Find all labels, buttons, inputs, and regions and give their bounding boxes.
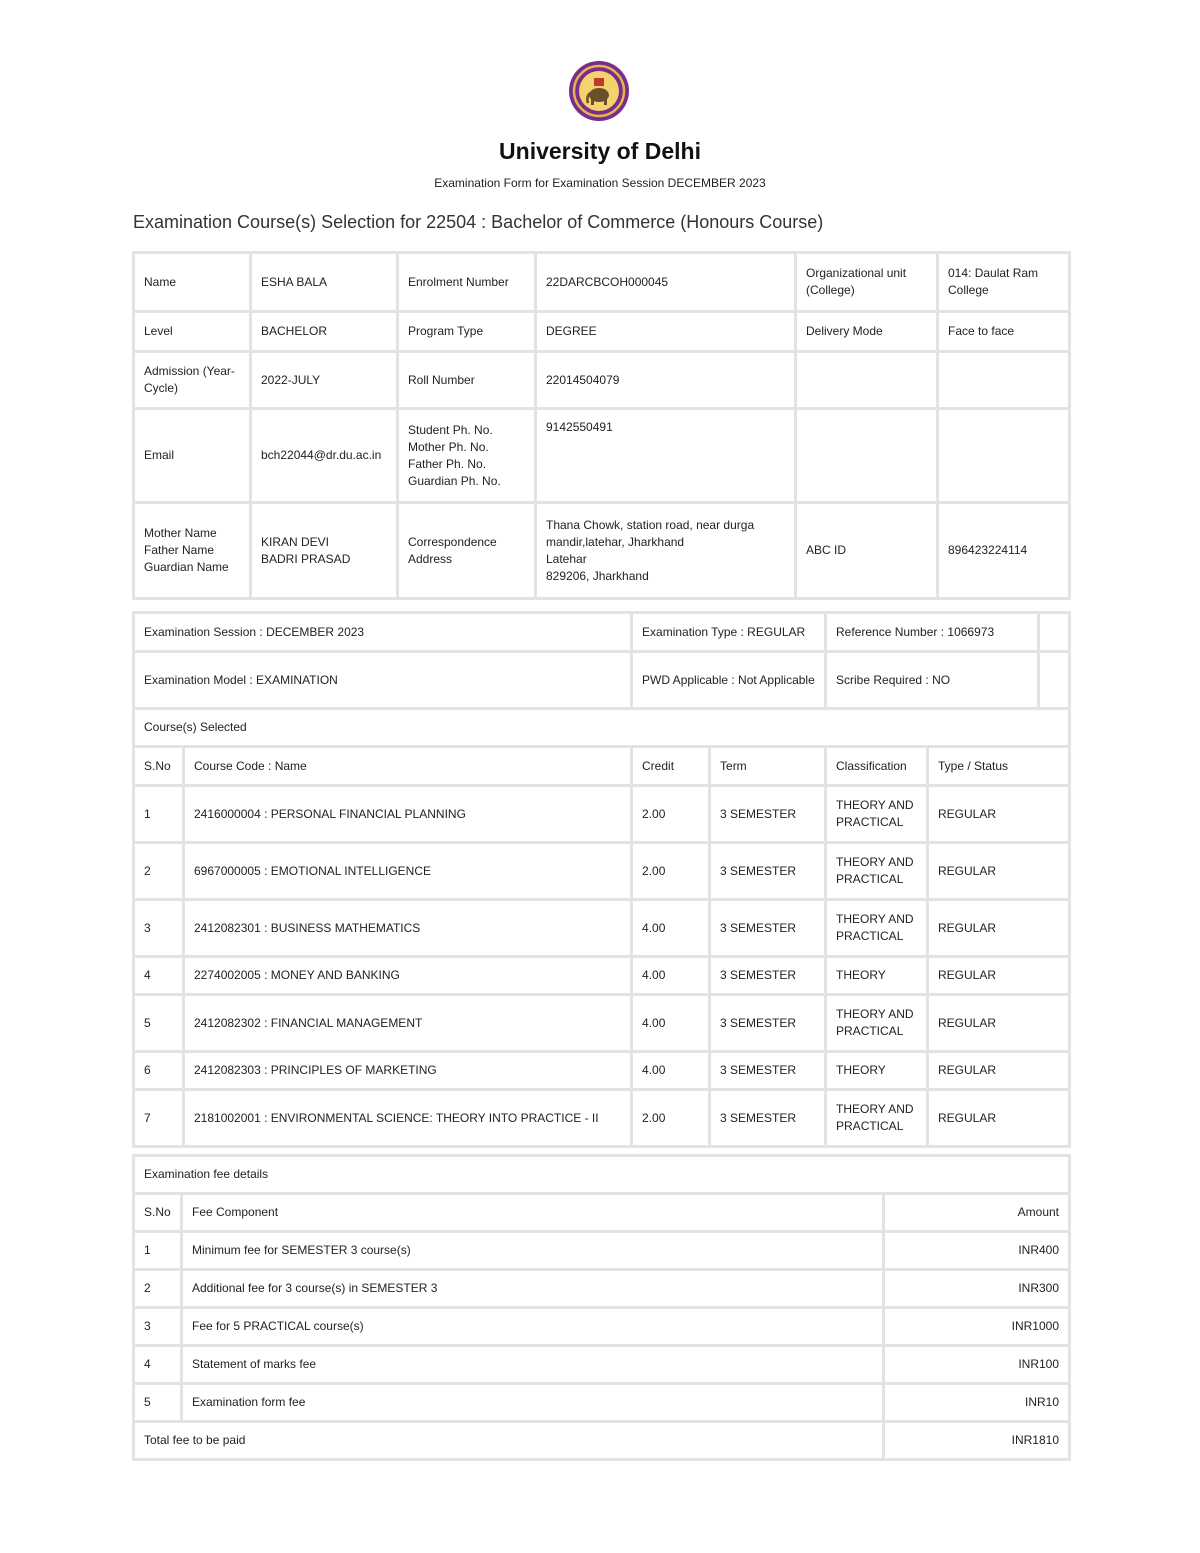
course-name: 2416000004 : PERSONAL FINANCIAL PLANNING xyxy=(184,786,632,843)
form-subtitle: Examination Form for Examination Session DECEMBER 2023 xyxy=(434,176,766,190)
course-credit: 2.00 xyxy=(632,843,710,900)
org-unit-value: 014: Daulat Ram College xyxy=(938,253,1070,312)
course-credit: 2.00 xyxy=(632,1090,710,1147)
table-row xyxy=(134,900,1070,957)
delivery-mode-label: Delivery Mode xyxy=(796,312,938,352)
abc-id-label: ABC ID xyxy=(796,503,938,599)
exam-session: Examination Session : DECEMBER 2023 xyxy=(134,613,632,652)
pwd-applicable: PWD Applicable : Not Applicable xyxy=(632,652,826,709)
fee-amount: INR100 xyxy=(884,1346,1070,1384)
table-row xyxy=(134,957,1070,995)
total-fee-amount: INR1810 xyxy=(884,1422,1070,1460)
program-type-label: Program Type xyxy=(398,312,536,352)
correspondence-address-value: Thana Chowk, station road, near durga mandir,latehar, Jharkhand Latehar 829206, Jharkhand xyxy=(536,503,796,599)
admission-label: Admission (Year-Cycle) xyxy=(134,352,251,409)
email-value: bch22044@dr.du.ac.in xyxy=(251,409,398,503)
course-sno: 3 xyxy=(134,900,184,957)
fee-sno: 5 xyxy=(134,1384,182,1422)
org-unit-label: Organizational unit (College) xyxy=(796,253,938,312)
student-details-table xyxy=(132,251,1071,600)
course-term: 3 SEMESTER xyxy=(710,1090,826,1147)
course-classification: THEORY xyxy=(826,1052,928,1090)
empty-cell xyxy=(938,352,1070,409)
phone-numbers-label: Student Ph. No. Mother Ph. No. Father Ph. No. Guardian Ph. No. xyxy=(398,409,536,503)
fee-details-table xyxy=(132,1154,1071,1461)
empty-cell xyxy=(796,352,938,409)
table-row xyxy=(134,786,1070,843)
email-label: Email xyxy=(134,409,251,503)
course-credit: 4.00 xyxy=(632,995,710,1052)
fee-amount: INR10 xyxy=(884,1384,1070,1422)
enrolment-label: Enrolment Number xyxy=(398,253,536,312)
table-row xyxy=(134,1308,1070,1346)
course-type: REGULAR xyxy=(928,900,1070,957)
empty-cell xyxy=(1039,652,1070,709)
empty-cell xyxy=(796,409,938,503)
col-header-term: Term xyxy=(710,747,826,786)
scribe-required: Scribe Required : NO xyxy=(826,652,1039,709)
university-seal-logo xyxy=(568,60,630,122)
course-sno: 4 xyxy=(134,957,184,995)
admission-value: 2022-JULY xyxy=(251,352,398,409)
course-classification: THEORY AND PRACTICAL xyxy=(826,900,928,957)
col-header-course: Course Code : Name xyxy=(184,747,632,786)
course-type: REGULAR xyxy=(928,1052,1070,1090)
roll-number-label: Roll Number xyxy=(398,352,536,409)
delivery-mode-value: Face to face xyxy=(938,312,1070,352)
empty-cell xyxy=(1039,613,1070,652)
course-term: 3 SEMESTER xyxy=(710,957,826,995)
fee-component: Additional fee for 3 course(s) in SEMESTER 3 xyxy=(182,1270,884,1308)
table-row xyxy=(134,1346,1070,1384)
course-type: REGULAR xyxy=(928,957,1070,995)
name-value: ESHA BALA xyxy=(251,253,398,312)
fee-col-header-amount: Amount xyxy=(884,1194,1070,1232)
course-sno: 6 xyxy=(134,1052,184,1090)
fee-sno: 1 xyxy=(134,1232,182,1270)
course-term: 3 SEMESTER xyxy=(710,786,826,843)
course-term: 3 SEMESTER xyxy=(710,995,826,1052)
table-row xyxy=(134,995,1070,1052)
course-name: 2274002005 : MONEY AND BANKING xyxy=(184,957,632,995)
university-name: University of Delhi xyxy=(499,138,701,164)
exam-courses-table xyxy=(132,611,1071,1148)
col-header-credit: Credit xyxy=(632,747,710,786)
exam-type: Examination Type : REGULAR xyxy=(632,613,826,652)
table-row xyxy=(134,843,1070,900)
course-classification: THEORY AND PRACTICAL xyxy=(826,1090,928,1147)
table-row xyxy=(134,1090,1070,1147)
table-row xyxy=(134,1052,1070,1090)
course-term: 3 SEMESTER xyxy=(710,1052,826,1090)
course-credit: 4.00 xyxy=(632,957,710,995)
col-header-classification: Classification xyxy=(826,747,928,786)
total-fee-label: Total fee to be paid xyxy=(134,1422,884,1460)
course-selection-title: Examination Course(s) Selection for 22504 : Bachelor of Commerce (Honours Course) xyxy=(133,212,824,232)
course-sno: 5 xyxy=(134,995,184,1052)
table-row xyxy=(134,1270,1070,1308)
fee-amount: INR400 xyxy=(884,1232,1070,1270)
course-name: 2181002001 : ENVIRONMENTAL SCIENCE: THEORY INTO PRACTICE - II xyxy=(184,1090,632,1147)
course-classification: THEORY xyxy=(826,957,928,995)
name-label: Name xyxy=(134,253,251,312)
course-name: 2412082302 : FINANCIAL MANAGEMENT xyxy=(184,995,632,1052)
course-type: REGULAR xyxy=(928,995,1070,1052)
program-type-value: DEGREE xyxy=(536,312,796,352)
fee-sno: 3 xyxy=(134,1308,182,1346)
correspondence-address-label: Correspondence Address xyxy=(398,503,536,599)
roll-number-value: 22014504079 xyxy=(536,352,796,409)
course-name: 2412082303 : PRINCIPLES OF MARKETING xyxy=(184,1052,632,1090)
exam-model: Examination Model : EXAMINATION xyxy=(134,652,632,709)
parent-names-value: KIRAN DEVI BADRI PRASAD xyxy=(251,503,398,599)
course-type: REGULAR xyxy=(928,786,1070,843)
enrolment-value: 22DARCBCOH000045 xyxy=(536,253,796,312)
course-name: 6967000005 : EMOTIONAL INTELLIGENCE xyxy=(184,843,632,900)
fee-col-header-sno: S.No xyxy=(134,1194,182,1232)
fee-component: Examination form fee xyxy=(182,1384,884,1422)
fee-component: Minimum fee for SEMESTER 3 course(s) xyxy=(182,1232,884,1270)
fee-sno: 2 xyxy=(134,1270,182,1308)
level-label: Level xyxy=(134,312,251,352)
fee-amount: INR300 xyxy=(884,1270,1070,1308)
phone-numbers-value: 9142550491 xyxy=(536,409,796,503)
parent-names-label: Mother Name Father Name Guardian Name xyxy=(134,503,251,599)
course-credit: 4.00 xyxy=(632,1052,710,1090)
empty-cell xyxy=(938,409,1070,503)
course-classification: THEORY AND PRACTICAL xyxy=(826,786,928,843)
course-credit: 2.00 xyxy=(632,786,710,843)
course-credit: 4.00 xyxy=(632,900,710,957)
course-name: 2412082301 : BUSINESS MATHEMATICS xyxy=(184,900,632,957)
col-header-type: Type / Status xyxy=(928,747,1070,786)
fee-col-header-component: Fee Component xyxy=(182,1194,884,1232)
course-sno: 7 xyxy=(134,1090,184,1147)
fee-details-heading: Examination fee details xyxy=(134,1156,1070,1194)
course-classification: THEORY AND PRACTICAL xyxy=(826,843,928,900)
level-value: BACHELOR xyxy=(251,312,398,352)
course-classification: THEORY AND PRACTICAL xyxy=(826,995,928,1052)
course-type: REGULAR xyxy=(928,1090,1070,1147)
reference-number: Reference Number : 1066973 xyxy=(826,613,1039,652)
fee-component: Statement of marks fee xyxy=(182,1346,884,1384)
fee-amount: INR1000 xyxy=(884,1308,1070,1346)
table-row xyxy=(134,1232,1070,1270)
courses-selected-heading: Course(s) Selected xyxy=(134,709,1070,747)
course-term: 3 SEMESTER xyxy=(710,900,826,957)
fee-sno: 4 xyxy=(134,1346,182,1384)
col-header-sno: S.No xyxy=(134,747,184,786)
abc-id-value: 896423224114 xyxy=(938,503,1070,599)
course-sno: 2 xyxy=(134,843,184,900)
course-type: REGULAR xyxy=(928,843,1070,900)
table-row xyxy=(134,1384,1070,1422)
course-term: 3 SEMESTER xyxy=(710,843,826,900)
fee-component: Fee for 5 PRACTICAL course(s) xyxy=(182,1308,884,1346)
course-sno: 1 xyxy=(134,786,184,843)
